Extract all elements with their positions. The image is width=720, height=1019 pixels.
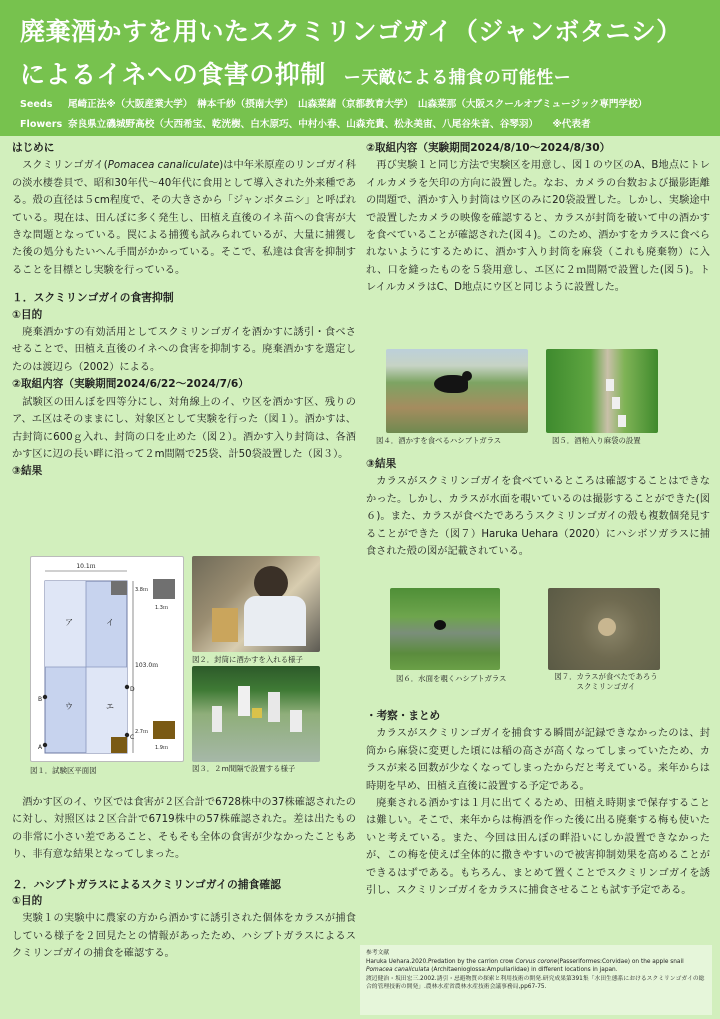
envelope-shape xyxy=(212,608,238,642)
s1-purpose-heading: ①目的 xyxy=(12,308,43,321)
s1-method-heading: ②取組内容（実験期間2024/6/22〜2024/7/6） xyxy=(12,378,249,391)
seeds-names: 尾崎正法※（大阪産業大学） 榊本千紗（摂南大学） 山森菜緒（京都教育大学） 山森菜那（大阪スクールオブミュージック専門学校） xyxy=(68,99,648,110)
figure-4-photo xyxy=(386,349,528,433)
s1-method-text: 試験区の田んぼを四等分にし、対角線上のイ、ウ区を酒かす区、残りのア、エ区はそのままにし、対象区として実験を行った（図１）。酒かすは、古封筒に600ｇ入れ、封筒の口を止めた（図２）。酒かす入り封筒は、各酒かす区に辺の長い畔に沿って２m間隔で25袋、計50袋設置した（図３）。 xyxy=(12,396,356,460)
plot-i-label: イ xyxy=(106,618,114,627)
s1-result-text: 酒かす区のイ、ウ区では食害が２区合計で6728株中の37株確認されたのに対し、対照区は２区合計で6719株中の57株確認された。差は出たものの非常に小さい差であること、そもそも全体の食害が少なかったこともあり、非有意な結果となってしまった。 xyxy=(12,797,356,861)
s2-purpose-heading: ①目的 xyxy=(12,895,43,908)
figure-6-caption: 図６．水面を覗くハシブトガラス xyxy=(396,674,507,683)
discussion-paragraph-2: 廃棄される酒かすは１月に出てくるため、田植え時期まで保存することは難しい。そこで、来年からは梅酒を作った後に出る廃棄する梅も使いたいと考えている。また、今回は田んぼの畔沿いにしか設置できなかったが、この梅を使えば全体的に撒きやすいので被害抑制効果を高めることができるはずである。もちろん、まとめて置くことでスクミリンゴガイを誘引し、スクミリンゴガイをカラスに捕食させることも試す予定である。 xyxy=(366,798,710,897)
length-label: 103.0ｍ xyxy=(135,662,159,669)
right-column-middle xyxy=(366,456,710,560)
point-a-label: A xyxy=(38,744,43,751)
s2-result-heading: ③結果 xyxy=(366,458,397,470)
point-d-label: D xyxy=(130,686,135,693)
worker-4 xyxy=(290,710,302,732)
ref1-post: (Architaenioglossa:Ampullariidae) in different locations in japan． xyxy=(429,967,622,974)
sack-1 xyxy=(606,379,614,391)
figure-1-caption: 図１．試験区平面図 xyxy=(30,766,97,775)
figure-7-caption-line-1: 図７．カラスが食べたであろう xyxy=(554,672,658,681)
person-head xyxy=(254,566,288,600)
worker-3 xyxy=(268,692,280,722)
figure-3-photo xyxy=(192,666,320,762)
point-d-marker xyxy=(125,685,129,689)
section-1-heading: １．スクミリンゴガイの食害抑制 xyxy=(12,291,174,305)
worker-1 xyxy=(212,706,222,732)
ref1-sci2: Pomacea canaliculata xyxy=(366,967,430,974)
point-b-marker xyxy=(43,695,47,699)
crow-head xyxy=(462,371,472,381)
intro-paragraph xyxy=(12,157,356,279)
intro-post: )は中年米原産のリンゴガイ科の淡水棲巻貝で、昭和30年代〜40年代に食用として導入された外来種である。殻の直径は５cm程度で、その大きさから「ジャンボタニシ」と呼ばれている。現在は、田んぼに多く発生し、田植え直後のイネ苗への食害が大きな問題となっている。罠による捕獲も試みられているが、大量に捕獲した後の処分もたいへん手間がかかっている。そこで、私達は食害を抑制することを目標とし実験を行っている。 xyxy=(12,160,356,276)
s2-result-text: カラスがスクミリンゴガイを食べているところは確認することはできなかった。しかし、カラスが水面を覗いているのは撮影することができた(図６)。また、カラスが食べたであろうスクミリンゴガイの殻も複数個発見することができた（図７）Haruka Uehara（2020）にハシボソガラスに捕食された殻の図が記載されている。 xyxy=(366,476,710,558)
figure-4-caption: 図４．酒かすを食べるハシブトガラス xyxy=(376,436,502,445)
intro-heading: はじめに xyxy=(12,142,55,154)
ref1-pre: Haruka Uehara.2020.Predation by the carrion crow xyxy=(366,958,516,965)
legend-box-bottom xyxy=(153,721,175,739)
s1-purpose-text: 廃棄酒かすの有効活用としてスクミリンゴガイを酒かすに誘引・食べさせることで、田植え直後のイネへの食害を抑制する。廃棄酒かすを選定したのは渡辺ら（2002）による。 xyxy=(12,327,356,373)
intro-pre: スクミリンゴガイ( xyxy=(22,160,108,172)
figure-6-photo xyxy=(390,588,500,670)
snail-shell xyxy=(598,618,616,636)
discussion-paragraph-1: カラスがスクミリンゴガイを捕食する瞬間が記録できなかったのは、封筒から麻袋に変更した頃には稲の高さが高くなってしまっていたため、カラスが来る回数が少なくなってしまったからだと考えている。来年からは時期を早め、田植え直後に設置する予定である。 xyxy=(366,728,710,792)
sack-3 xyxy=(618,415,626,427)
ref1-mid: (Passeriformes:Corvidae) on the apple snail xyxy=(557,958,684,965)
figure-5-photo xyxy=(546,349,658,433)
figure-1-diagram xyxy=(30,556,184,762)
references-box xyxy=(360,945,712,1015)
figure-5-caption: 図５．酒粕入り麻袋の設置 xyxy=(552,436,641,445)
figure-3-caption: 図３．２m間隔で設置する様子 xyxy=(192,764,296,773)
plot-plan-svg xyxy=(31,557,184,762)
s1-result-heading: ③結果 xyxy=(12,465,43,478)
figure-7-caption xyxy=(546,672,666,692)
flowers-authors xyxy=(20,116,591,130)
width-label: 10.1ｍ xyxy=(76,563,96,570)
title-line-1: 廃棄酒かすを用いたスクミリンゴガイ（ジャンボタニシ） xyxy=(20,17,682,46)
plot-a-label: ア xyxy=(65,618,73,627)
s2-purpose-text: 実験１の実験中に農家の方から酒かすに誘引された個体をカラスが捕食している様子を２回見たとの情報があったため、ハシブトガラスによるスクミリンゴガイの捕食を確認する。 xyxy=(12,913,356,960)
point-c-label: C xyxy=(130,734,135,741)
plot-e-label: エ xyxy=(106,702,114,711)
reference-1 xyxy=(366,958,706,975)
top-box-height-label: 3.8ｍ xyxy=(135,587,148,593)
point-c-marker xyxy=(125,733,129,737)
intro-scientific-name: Pomacea canaliculate xyxy=(107,160,220,172)
title-line-2 xyxy=(20,55,571,91)
subtitle: ー天敵による捕食の可能性ー xyxy=(343,68,572,88)
figure-2-photo xyxy=(192,556,320,652)
ref1-sci: Corvus corone xyxy=(515,958,558,965)
figure-7-photo xyxy=(548,588,660,670)
point-a-marker xyxy=(43,743,47,747)
left-column-top xyxy=(12,140,356,481)
point-b-label: B xyxy=(38,696,43,703)
discussion-heading: ・考察・まとめ xyxy=(366,710,441,722)
person-shirt xyxy=(244,596,306,646)
sack-2 xyxy=(612,397,620,409)
title-banner xyxy=(0,0,720,136)
bottom-box-height-label: 2.7ｍ xyxy=(135,729,148,735)
flowers-label: Flowers xyxy=(20,119,63,130)
pump-house-top xyxy=(111,581,127,595)
title-main: によるイネへの食害の抑制 xyxy=(20,60,326,89)
s2-method-text: 再び実験１と同じ方法で実験区を用意し、図１のウ区のA、B地点にトレイルカメラを矢印の方向に設置した。なお、カメラの台数および撮影距離の問題で、酒かす入り封筒はウ区のみに20袋設置した。しかし、実験途中で設置したカメラの映像を確認すると、カラスが封筒を破いて中の酒かすを食べていることが確認された(図４)。このため、酒かすをカラスに食べられないようにするために、酒かす入り封筒を麻袋（これも廃棄物）に入れ、口を縫ったものを５袋用意し、エ区に２ｍ間隔で設置した(図５)。トレイルカメラはC、D地点にウ区と同じように設置した。 xyxy=(366,160,710,294)
reference-2: 渡辺健治・坂田宏三.2002.誘引・忌避物質の探索と利用技術の開発.研究成果第391集「水田生態系におけるスクミリンゴガイの総合的管理技術の開発」.農林水産省農林水産技術会議事務局,pp67-75. xyxy=(366,975,705,991)
flowers-names: 奈良県立磯城野高校（大西希宝、乾洸樹、白木原巧、中村小春、山森充貴、松永美宙、八尾谷朱音、谷琴羽） ※代表者 xyxy=(68,119,591,130)
bucket xyxy=(252,708,262,718)
crow-figure xyxy=(434,620,446,630)
references-heading: 参考文献 xyxy=(366,950,390,956)
seeds-label: Seeds xyxy=(20,99,53,110)
figure-7-caption-line-2: スクミリンゴガイ xyxy=(576,682,636,691)
top-box-width-label: 1.3ｍ xyxy=(155,605,168,611)
worker-2 xyxy=(238,686,250,716)
plot-u-label: ウ xyxy=(65,702,73,711)
bottom-box-width-label: 1.9ｍ xyxy=(155,745,168,751)
right-column-bottom xyxy=(366,708,710,899)
pump-house-bottom xyxy=(111,737,127,753)
seeds-authors xyxy=(20,96,647,110)
s2-method-heading: ②取組内容（実験期間2024/8/10〜2024/8/30） xyxy=(366,142,611,154)
legend-box-top xyxy=(153,579,175,599)
figure-2-caption: 図２．封筒に酒かすを入れる様子 xyxy=(192,655,303,664)
section-2-heading: ２．ハシブトガラスによるスクミリンゴガイの捕食確認 xyxy=(12,877,281,891)
left-column-bottom xyxy=(12,794,356,963)
right-column-top xyxy=(366,140,710,297)
